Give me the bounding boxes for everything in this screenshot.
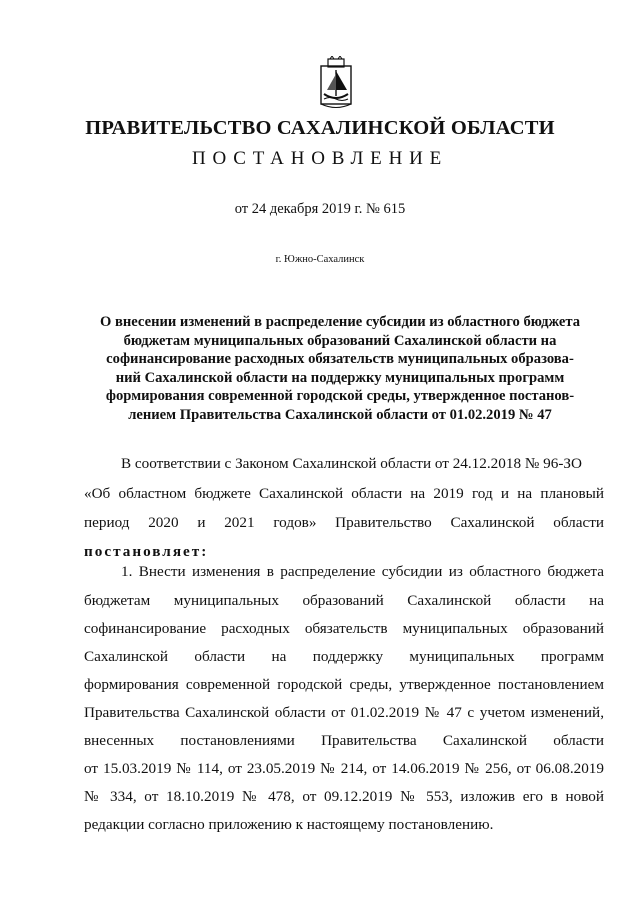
title-line: лением Правительства Сахалинской области от 01.02.2019 № 47 xyxy=(128,406,552,423)
title-line: бюджетам муниципальных образований Сахалинской области на xyxy=(123,332,557,349)
body-line: В соответствии с Законом Сахалинской области от 24.12.2018 № 96-ЗО xyxy=(121,455,582,472)
resolution-title xyxy=(80,313,600,425)
body-line: период 2020 и 2021 годов» Правительство Сахалинской области xyxy=(84,514,604,531)
title-line: О внесении изменений в распределение субсидии из областного бюджета xyxy=(99,314,581,330)
title-line: ний Сахалинской области на поддержку муниципальных программ xyxy=(115,369,565,386)
body-line: бюджетам муниципальных образований Сахалинской области на xyxy=(84,592,604,609)
government-title: ПРАВИТЕЛЬСТВО САХАЛИНСКОЙ ОБЛАСТИ xyxy=(85,117,555,139)
body-line: от 15.03.2019 № 114, от 23.05.2019 № 214, от 14.06.2019 № 256, от 06.08.2019 xyxy=(84,760,604,777)
body-line: редакции согласно приложению к настоящему постановлению. xyxy=(84,816,494,833)
title-line: формирования современной городской среды, утвержденное постанов- xyxy=(105,388,575,405)
body-line: внесенных постановлениями Правительства Сахалинской области xyxy=(84,732,604,749)
date-and-number: от 24 декабря 2019 г. № 615 xyxy=(234,201,406,217)
resolves-keyword: постановляет: xyxy=(84,543,209,560)
body-line: формирования современной городской среды, утвержденное постановлением xyxy=(84,676,604,693)
body-line: № 334, от 18.10.2019 № 478, от 09.12.2019 № 553, изложив его в новой xyxy=(84,788,604,805)
body-line: Правительства Сахалинской области от 01.02.2019 № 47 с учетом изменений, xyxy=(84,704,604,721)
body-line: 1. Внести изменения в распределение субсидии из областного бюджета xyxy=(121,563,604,580)
body-line: Сахалинской области на поддержку муниципальных программ xyxy=(84,648,604,665)
city-name: г. Южно-Сахалинск xyxy=(275,254,365,265)
coat-of-arms-emblem xyxy=(316,56,356,110)
body-line: софинансирование расходных обязательств муниципальных образований xyxy=(84,620,604,637)
body-line: «Об областном бюджете Сахалинской области на 2019 год и на плановый xyxy=(84,485,604,502)
document-type: ПОСТАНОВЛЕНИЕ xyxy=(191,148,449,169)
title-line: софинансирование расходных обязательств муниципальных образова- xyxy=(106,351,574,368)
